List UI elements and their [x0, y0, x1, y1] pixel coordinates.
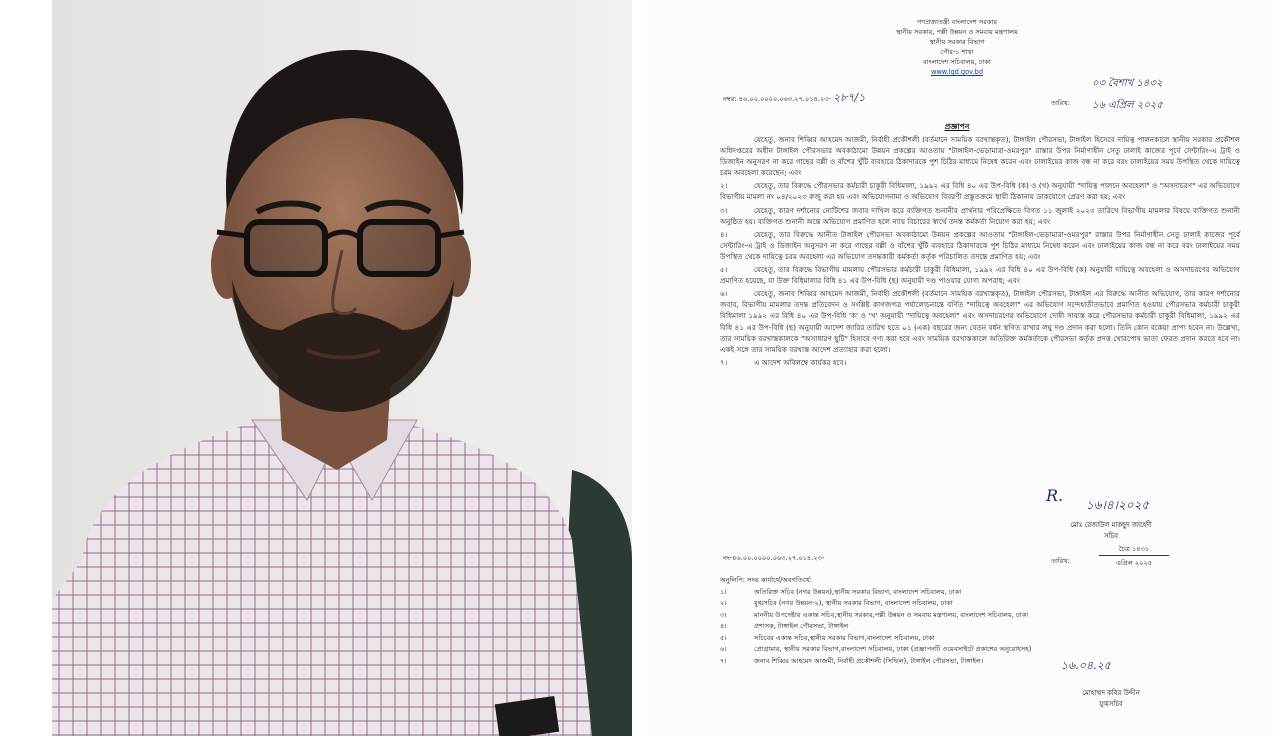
joint-secretary-block [1041, 688, 1181, 710]
distribution-item: ২। যুগ্মসচিব (নগর উন্নয়ন-২), স্থানীয় সরকার বিভাগ, বাংলাদেশ সচিবালয়, ঢাকা [720, 599, 953, 607]
letterhead [641, 17, 1273, 77]
letterhead-line-5: বাংলাদেশ সচিবালয়, ঢাকা [923, 58, 991, 66]
distribution-item: ৭। জনাব শিব্বির আহমেদ আজমী, নির্বাহী প্রকৌশলী (সিভিল), টাঙ্গাইল পৌরসভা, টাঙ্গাইল। [720, 656, 984, 665]
joint-secretary-signature: ১৬.০৪.২৫ [1061, 659, 1111, 672]
image-divider [633, 0, 641, 736]
paragraph-6: ৬। যেহেতু, জনাব শিব্বির আহমেদ আজমী, নির্বাহী প্রকৌশলী (বর্তমানে সাময়িক বরখাস্তকৃত), টাঙ্গাইল পৌরসভা, টাঙ্গাইল এর বিরুদ্ধে আনীত অভিযোগ, তার কারণ দর্শানোর জবাব, বিভাগীয় মামলার তদন্ত প্রতিবেদন ও সংশ্লিষ্ট কাগজপত্র পর্যালোচনান্তে বর্ণিত "দায়িত্বে অবহেলা" এর অভিযোগ সন্দেহাতীতভাবে প্রমাণিত হওয়ায় পৌরসভার কর্মচারী চাকুরী বিধিমালা ১৯৯২ এর বিধি ৪০ এর উপ-বিধি 'ক' ও 'খ' অনুযায়ী "দায়িত্বে অবহেলা" এবং অসদাচরণের অভিযোগে দোষী সাব্যস্ত করে পৌরসভার কর্মচারী চাকুরী বিধিমালা, ১৯৯২ এর বিধি ৪১ এর উপ-বিধি (ছ) অনুযায়ী আদেশ জারির তারিখ হতে ০১ (এক) বছরের জন্য বেতন বর্ধন স্থগিত রাখার লঘু দণ্ড প্রদান করা হলো। তিনি কোন বকেয়া প্রাপ্য হবেন না। উল্লেখ্য, তার সাময়িক বরখাস্তকালকে "অসাধারণ ছুটি" হিসাবে গণ্য করা হবে এবং সাময়িক বরখাস্তকালে অতিরিক্ত কর্মকর্তাকে পৌরসভা কর্তৃক প্রদত্ত খোরপোষ ভাতা ফেরত প্রদান করতে হবে না। একই সঙ্গে তার সাময়িক বরখাস্ত আদেশ প্রত্যাহার করা হলো। [720, 289, 1240, 354]
secretary-signature: R. [1046, 486, 1064, 505]
joint-secretary-title: যুগ্মসচিব [1099, 700, 1123, 708]
date-handwritten-bengali: ০৩ বৈশাখ ১৪৩২ [1092, 78, 1163, 89]
paragraph-7: ৭। এ আদেশ অবিলম্বে কার্যকর হবে। [720, 357, 847, 367]
paragraph-4: ৪। যেহেতু, তার বিরুদ্ধে আনীত টাঙ্গাইল পৌরসভা অবকাঠামো উন্নয়ন প্রকল্পের আওতায় "টাঙ্গাইল-ভেড়ামারা-ওমরপুর" রাস্তার উপর নির্মাণাধীন সেতু ঢালাই কাজের পূর্বে সেন্টারিং-এ ট্রাই ও ডিজাইন অনুসরণ না করে গাছের বল্লী ও বাঁশের খুঁটি ব্যবহারে ঠিকাদারকে পুশ চিঠির মাধ্যমে নিষেধ করেন এবং ঢালাইয়ের কাজ বন্ধ না করে বরং ঢালাইয়ের সময় উপস্থিত থেকে দায়িত্বে চরম অবহেলা এর অভিযোগ তদন্তকারী কর্মকর্তা কর্তৃক পরিচালিত তদন্তে প্রমাণিত হয়; এবং [720, 229, 1240, 261]
date-handwritten-english: ১৬ এপ্রিল ২০২৫ [1092, 100, 1163, 111]
memo-number-text: নম্বর: ৪৬.০০.০০০০.০৬৩.২৭.০১৪.২৩- [723, 95, 831, 103]
secretary-signature-date: ১৬।৪।২০২৫ [1086, 498, 1150, 512]
distribution-list [720, 575, 1240, 667]
letterhead-line-1: গণপ্রজাতন্ত্রী বাংলাদেশ সরকার [916, 18, 998, 26]
memo-number [723, 92, 865, 105]
memo-number-handwritten: ২৮৭/১ [832, 91, 866, 104]
date-label-2: তারিখ: [1051, 557, 1070, 565]
distribution-item: ৪। প্রশাসক, টাঙ্গাইল পৌরসভা, টাঙ্গাইল [720, 622, 849, 630]
distribution-item: ১। অতিরিক্ত সচিব (নগর উন্নয়ন),স্থানীয় সরকার বিভাগ, বাংলাদেশ সচিবালয়, ঢাকা [720, 587, 962, 596]
date2-english: এপ্রিল ২০২৫ [1116, 559, 1152, 567]
date2-bengali: চৈত্র ১৪৩১ [1099, 544, 1169, 556]
joint-secretary-name: মোহাম্মদ কবির উদ্দীন [1082, 689, 1140, 697]
distribution-item: ৫। সচিবের একান্ত সচিব,স্থানীয় সরকার বিভাগ,বাংলাদেশ সচিবালয়, ঢাকা [720, 633, 935, 642]
distribution-item: ৬। প্রোগ্রামার, স্থানীয় সরকার বিভাগ,বাংলাদেশ সচিবালয়, ঢাকা (প্রজ্ঞাপনটি ওয়েবসাইটে প্রকাশের অনুরোধসহ) [720, 645, 1032, 653]
paragraph-1: যেহেতু, জনাব শিব্বির আহমেদ আজমী, নির্বাহী প্রকৌশলী (বর্তমানে সাময়িক বরখাস্তকৃত), টাঙ্গাইল পৌরসভা, টাঙ্গাইল হিসেবে দায়িত্ব পালনকালে স্থানীয় সরকার প্রকৌশল অধিদপ্তরের অধীন টাঙ্গাইল পৌরসভার অবকাঠামো উন্নয়ন প্রকল্পের আওতায় "টাঙ্গাইল-ভেড়ামারা-ওমরপুর" রাস্তার উপর নির্মাণাধীন সেতু ঢালাই কাজের পূর্বে সেন্টারিং-এ ট্রাই ও ডিজাইন অনুসরণ না করে গাছের বল্লী ও বাঁশের খুঁটি ব্যবহারে ঠিকাদারকে পুশ চিঠির মাধ্যমে নিষেধ করেন এবং ঢালাইয়ের কাজ বন্ধ না করে বরং ঢালাইয়ের সময় উপস্থিত থেকে দায়িত্বে চরম অবহেলা করেছেন; এবং [720, 135, 1240, 178]
distribution-item: ৩। মাননীয় উপদেষ্টার একান্ত সচিব,স্থানীয় সরকার,পল্লী উন্নয়ন ও সমবায় মন্ত্রণালয়, বাংলাদেশ সচিবালয়, ঢাকা [720, 610, 1029, 619]
secretary-name: মোঃ রেজাউল মাকছুদ জাহেদী [1070, 521, 1152, 529]
distribution-heading: অনুলিপি: সদয় কার্যার্থে/অবগতির্থে: [720, 576, 812, 584]
portrait-photo [52, 0, 632, 736]
paragraph-2: ২। যেহেতু, তার বিরুদ্ধে পৌরসভার কর্মচারী চাকুরী বিধিমালা, ১৯৯২ এর বিধি ৪০ এর উপ-বিধি (ক) ও (খ) অনুযায়ী "দায়িত্ব পালনে অবহেলা" ও "অসদাচরণ" এর অভিযোগে বিভাগীয় মামলা নং ০৪/২০২৩ রুজু করা হয় এবং অভিযোগনামা ও অভিযোগ বিবরণী প্রস্তুতক্রমে স্থায়ী ঠিকানায় ডাকযোগে প্রেরণ করা হয়; এবং [720, 181, 1240, 202]
paragraph-5: ৫। যেহেতু, তার বিরুদ্ধে বিভাগীয় মামলায় পৌরসভার কর্মচারী চাকুরী বিধিমালা, ১৯৯২ এর বিধি ৪০ এর উপ-বিধি (ক) অনুযায়ী দায়িত্বে অবহেলা ও অসদাচরণের অভিযোগ প্রমাণিত হয়েছে, যা উক্ত বিধিমালার বিধি ৪১ এর উপ-বিধি (ছ) অনুযায়ী দণ্ড পাওয়ার যোগ্য অপরাধ; এবং [720, 265, 1240, 286]
letterhead-website-link[interactable]: www.lgd.gov.bd [930, 68, 984, 76]
memo-number-2: নং-৪৬.০০.০০০০.০৬৩.২৭.০১৪.২৩- [723, 554, 825, 562]
notice-title: প্রজ্ঞাপন [944, 122, 970, 131]
letterhead-line-4: পৌর-১ শাখা [940, 48, 974, 56]
date-label: তারিখ: [1051, 99, 1070, 107]
notice-body [720, 134, 1240, 370]
portrait-illustration [52, 0, 632, 736]
letterhead-line-2: স্থানীয় সরকার, পল্লী উন্নয়ন ও সমবায় মন্ত্রণালয় [896, 28, 1018, 36]
paragraph-3: ৩। যেহেতু, কারণ দর্শানোর নোটিশের জবাব দাখিল করে ব্যক্তিগত শুনানীর প্রার্থনার পরিপ্রেক্ষিতে বিগত ১১ জুলাই ২০২৩ তারিখে বিভাগীয় মামলার বিষয়ে ব্যক্তিগত শুনানী অনুষ্ঠিত হয়। ব্যক্তিগত শুনানী অন্তে অভিযোগ প্রমাণিত হলে ন্যায় বিচারের স্বার্থে তদন্ত কর্মকর্তা নিয়োগ করা হয়; এবং [720, 205, 1240, 226]
government-notice-document [641, 0, 1273, 736]
secretary-block [1031, 520, 1191, 542]
letterhead-line-3: স্থানীয় সরকার বিভাগ [929, 38, 985, 46]
secretary-title: সচিব [1104, 532, 1118, 540]
